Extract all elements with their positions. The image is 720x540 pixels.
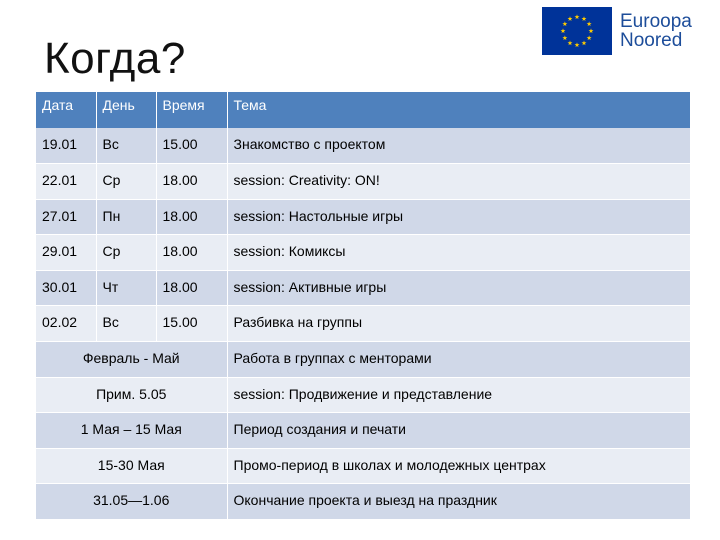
cell-date: 02.02: [36, 306, 96, 342]
eu-flag-icon: [542, 7, 612, 55]
cell-time: 18.00: [156, 235, 227, 271]
cell-date: 19.01: [36, 128, 96, 164]
header-day: День: [96, 92, 156, 128]
table-row: [36, 199, 690, 235]
cell-date: 22.01: [36, 164, 96, 200]
cell-date: 30.01: [36, 270, 96, 306]
schedule-table: [36, 92, 690, 520]
cell-time: 18.00: [156, 199, 227, 235]
cell-time: 15.00: [156, 306, 227, 342]
cell-day: Пн: [96, 199, 156, 235]
table-row: [36, 128, 690, 164]
cell-topic: Окончание проекта и выезд на праздник: [227, 484, 690, 520]
logo-text-line1: Euroopa: [620, 11, 692, 32]
logo-text: [620, 12, 692, 50]
header-date: Дата: [36, 92, 96, 128]
cell-date: 29.01: [36, 235, 96, 271]
cell-date: 27.01: [36, 199, 96, 235]
cell-topic: session: Продвижение и представление: [227, 377, 690, 413]
cell-time: 18.00: [156, 164, 227, 200]
table-row: [36, 235, 690, 271]
header-topic: Тема: [227, 92, 690, 128]
cell-period: 1 Мая – 15 Мая: [36, 413, 227, 449]
table-row-merged: [36, 413, 690, 449]
table-row-merged: [36, 342, 690, 378]
cell-topic: session: Creativity: ON!: [227, 164, 690, 200]
cell-period: 15-30 Мая: [36, 448, 227, 484]
cell-topic: Разбивка на группы: [227, 306, 690, 342]
cell-period: Февраль - Май: [36, 342, 227, 378]
header-time: Время: [156, 92, 227, 128]
table-header-row: [36, 92, 690, 128]
cell-period: Прим. 5.05: [36, 377, 227, 413]
cell-day: Ср: [96, 235, 156, 271]
euroopa-noored-logo: [542, 7, 702, 55]
table-row-merged: [36, 448, 690, 484]
cell-topic: Работа в группах с менторами: [227, 342, 690, 378]
cell-topic: session: Комиксы: [227, 235, 690, 271]
cell-time: 15.00: [156, 128, 227, 164]
cell-day: Вс: [96, 128, 156, 164]
cell-topic: Знакомство с проектом: [227, 128, 690, 164]
cell-topic: Период создания и печати: [227, 413, 690, 449]
table-row-merged: [36, 484, 690, 520]
table-row: [36, 270, 690, 306]
cell-topic: session: Настольные игры: [227, 199, 690, 235]
table-row: [36, 306, 690, 342]
cell-time: 18.00: [156, 270, 227, 306]
cell-topic: session: Активные игры: [227, 270, 690, 306]
cell-day: Чт: [96, 270, 156, 306]
slide-title: Когда?: [44, 34, 186, 83]
cell-day: Вс: [96, 306, 156, 342]
cell-topic: Промо-период в школах и молодежных центрах: [227, 448, 690, 484]
table-row-merged: [36, 377, 690, 413]
cell-day: Ср: [96, 164, 156, 200]
table-row: [36, 164, 690, 200]
logo-text-line2: Noored: [620, 30, 683, 51]
cell-period: 31.05—1.06: [36, 484, 227, 520]
